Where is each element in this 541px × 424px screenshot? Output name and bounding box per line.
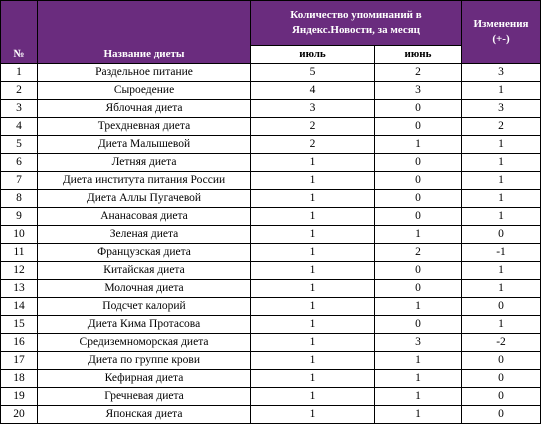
table-row [1,298,541,316]
cell-num: 17 [1,352,38,370]
cell-diet-name: Яблочная диета [38,100,251,118]
cell-change: 1 [462,136,541,154]
cell-diet-name: Зеленая диета [38,226,251,244]
cell-diet-name: Диета института питания России [38,172,251,190]
cell-num: 11 [1,244,38,262]
cell-july: 5 [251,64,375,82]
cell-change: 1 [462,82,541,100]
cell-july: 1 [251,226,375,244]
cell-july: 1 [251,154,375,172]
cell-diet-name: Средиземноморская диета [38,334,251,352]
cell-july: 1 [251,190,375,208]
cell-june: 1 [375,406,462,424]
cell-june: 1 [375,226,462,244]
cell-change: 0 [462,388,541,406]
table-row [1,262,541,280]
table-row [1,100,541,118]
cell-num: 3 [1,100,38,118]
cell-june: 1 [375,370,462,388]
cell-june: 0 [375,118,462,136]
cell-change: 3 [462,64,541,82]
cell-june: 2 [375,64,462,82]
table-row [1,406,541,424]
cell-june: 0 [375,316,462,334]
cell-num: 20 [1,406,38,424]
cell-diet-name: Французская диета [38,244,251,262]
cell-diet-name: Летняя диета [38,154,251,172]
cell-diet-name: Ананасовая диета [38,208,251,226]
cell-change: 3 [462,100,541,118]
cell-july: 3 [251,100,375,118]
cell-june: 1 [375,388,462,406]
table-row [1,370,541,388]
cell-num: 1 [1,64,38,82]
table-row [1,190,541,208]
cell-num: 4 [1,118,38,136]
cell-june: 0 [375,154,462,172]
cell-change: 1 [462,172,541,190]
cell-july: 1 [251,334,375,352]
cell-change: 1 [462,280,541,298]
cell-june: 1 [375,136,462,154]
cell-july: 1 [251,406,375,424]
header-july: июль [251,46,375,64]
cell-july: 1 [251,172,375,190]
table-row [1,388,541,406]
cell-diet-name: Кефирная диета [38,370,251,388]
cell-change: -2 [462,334,541,352]
header-change: Изменения (+-) [462,1,541,64]
cell-july: 1 [251,370,375,388]
table-row [1,226,541,244]
cell-num: 9 [1,208,38,226]
cell-diet-name: Раздельное питание [38,64,251,82]
cell-june: 3 [375,82,462,100]
table-row [1,334,541,352]
cell-diet-name: Подсчет калорий [38,298,251,316]
cell-june: 0 [375,280,462,298]
table-row [1,352,541,370]
cell-july: 1 [251,262,375,280]
header-diet-name: Название диеты [38,1,251,64]
cell-change: 1 [462,316,541,334]
cell-diet-name: Китайская диета [38,262,251,280]
cell-change: -1 [462,244,541,262]
cell-july: 2 [251,118,375,136]
cell-num: 5 [1,136,38,154]
cell-change: 1 [462,208,541,226]
cell-diet-name: Диета Аллы Пугачевой [38,190,251,208]
cell-change: 2 [462,118,541,136]
cell-diet-name: Трехдневная диета [38,118,251,136]
cell-num: 2 [1,82,38,100]
cell-june: 3 [375,334,462,352]
table-row [1,82,541,100]
cell-july: 1 [251,316,375,334]
cell-change: 0 [462,406,541,424]
cell-july: 1 [251,208,375,226]
cell-change: 1 [462,190,541,208]
cell-diet-name: Диета Малышевой [38,136,251,154]
cell-num: 16 [1,334,38,352]
cell-diet-name: Диета Кима Протасова [38,316,251,334]
cell-change: 1 [462,262,541,280]
table-row [1,208,541,226]
cell-june: 0 [375,262,462,280]
table-row [1,316,541,334]
cell-july: 1 [251,298,375,316]
table-row [1,136,541,154]
cell-num: 13 [1,280,38,298]
cell-july: 2 [251,136,375,154]
cell-diet-name: Сыроедение [38,82,251,100]
cell-num: 6 [1,154,38,172]
table-row [1,280,541,298]
cell-diet-name: Гречневая диета [38,388,251,406]
header-june: июнь [375,46,462,64]
cell-june: 2 [375,244,462,262]
cell-num: 15 [1,316,38,334]
table-row [1,118,541,136]
cell-june: 0 [375,190,462,208]
cell-change: 1 [462,154,541,172]
cell-july: 1 [251,280,375,298]
cell-change: 0 [462,226,541,244]
cell-num: 7 [1,172,38,190]
cell-num: 12 [1,262,38,280]
header-mentions: Количество упоминаний в Яндекс.Новости, за месяц [251,1,462,46]
cell-june: 0 [375,172,462,190]
cell-july: 1 [251,352,375,370]
cell-june: 0 [375,208,462,226]
cell-diet-name: Диета по группе крови [38,352,251,370]
header-num: № [1,1,38,64]
table-row [1,154,541,172]
cell-num: 19 [1,388,38,406]
cell-num: 14 [1,298,38,316]
table-row [1,172,541,190]
cell-num: 10 [1,226,38,244]
cell-change: 0 [462,352,541,370]
cell-change: 0 [462,298,541,316]
cell-july: 1 [251,388,375,406]
cell-july: 4 [251,82,375,100]
cell-june: 1 [375,352,462,370]
cell-june: 1 [375,298,462,316]
cell-diet-name: Молочная диета [38,280,251,298]
table-row [1,64,541,82]
cell-july: 1 [251,244,375,262]
cell-change: 0 [462,370,541,388]
cell-june: 0 [375,100,462,118]
cell-num: 8 [1,190,38,208]
table-row [1,244,541,262]
cell-num: 18 [1,370,38,388]
cell-diet-name: Японская диета [38,406,251,424]
